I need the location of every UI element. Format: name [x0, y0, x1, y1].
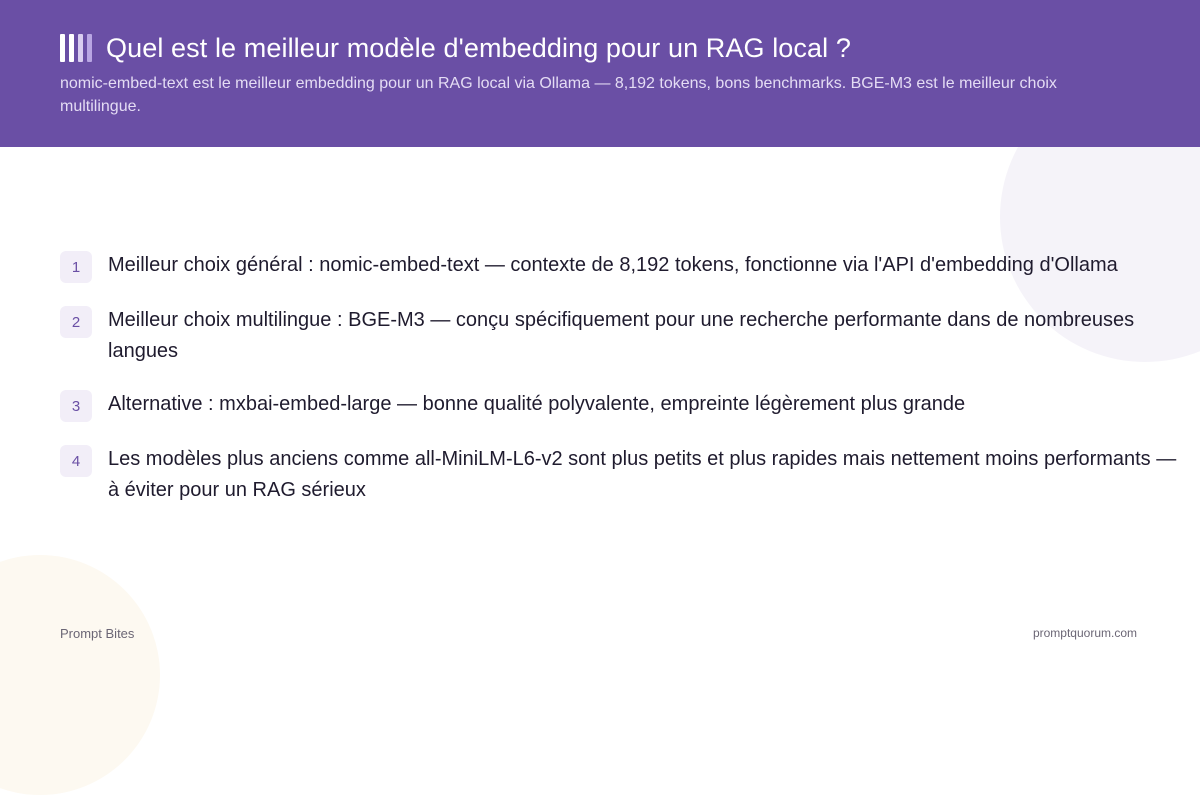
item-number-badge: 3	[60, 390, 92, 422]
header-banner	[0, 0, 1200, 147]
logo-bar	[78, 34, 83, 62]
page-title: Quel est le meilleur modèle d'embedding pour un RAG local ?	[106, 33, 851, 63]
item-number-badge: 1	[60, 251, 92, 283]
item-number-badge: 4	[60, 445, 92, 477]
list-item	[60, 250, 1185, 283]
recommendation-list	[60, 250, 1185, 528]
item-number-badge: 2	[60, 306, 92, 338]
logo-bar	[87, 34, 92, 62]
decorative-circle-left	[0, 555, 160, 795]
list-item	[60, 444, 1185, 506]
item-text: Meilleur choix multilingue : BGE-M3 — conçu spécifiquement pour une recherche performante dans de nombreuses langues	[108, 309, 1135, 362]
item-text: Meilleur choix général : nomic-embed-text — contexte de 8,192 tokens, fonctionne via l'API d'embedding d'Ollama	[108, 254, 1118, 276]
title-row	[60, 30, 1140, 66]
item-text: Alternative : mxbai-embed-large — bonne qualité polyvalente, empreinte légèrement plus grande	[108, 393, 966, 415]
item-text: Les modèles plus anciens comme all-MiniLM-L6-v2 sont plus petits et plus rapides mais nettement moins performants — à éviter pour un RAG sérieux	[108, 448, 1177, 501]
bars-logo-icon	[60, 34, 92, 62]
list-item	[60, 305, 1185, 367]
logo-bar	[60, 34, 65, 62]
logo-bar	[69, 34, 74, 62]
footer-site: promptquorum.com	[1032, 626, 1137, 640]
footer-brand: Prompt Bites	[60, 626, 135, 641]
list-item	[60, 389, 1185, 422]
page-subtitle: nomic-embed-text est le meilleur embedding pour un RAG local via Ollama — 8,192 tokens, bons benchmarks. BGE-M3 est le meilleur choix multilingue.	[60, 75, 1057, 115]
